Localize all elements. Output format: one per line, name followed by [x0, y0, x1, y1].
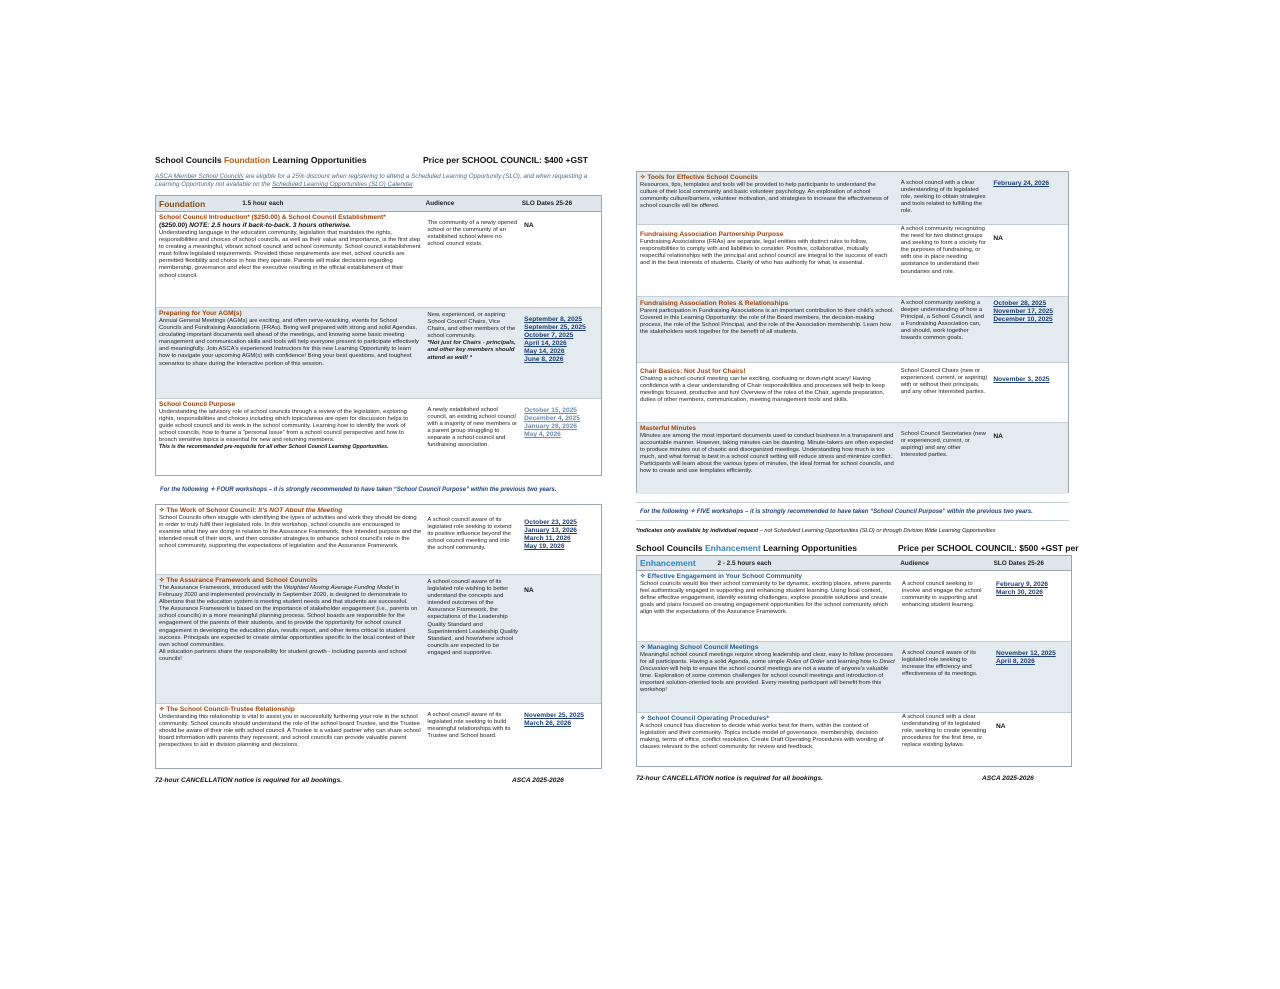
- table-row: [156, 704, 601, 768]
- request-note-text: – not Scheduled Learning Opportunities (SLO) or through Division Wide Learning Opportunities: [758, 528, 996, 534]
- slo-date-link[interactable]: March 26, 2026: [524, 720, 572, 727]
- table-row: [637, 571, 1071, 642]
- dates-na: NA: [524, 587, 534, 594]
- footer-year: ASCA 2025-2026: [512, 777, 564, 784]
- table-row: [637, 225, 1068, 297]
- cancellation-note: 72-hour CANCELLATION notice is required for all bookings.: [155, 777, 343, 784]
- slo-calendar-link[interactable]: Scheduled Learning Opportunities (SLO) Calendar: [271, 181, 413, 188]
- heading-text-post: Learning Opportunities: [760, 543, 858, 553]
- audience-cell: School Council Secretaries (new or experienced, current, or aspiring) and any other interested parties.: [900, 431, 986, 459]
- slo-date-link[interactable]: November 25, 2025: [524, 712, 584, 719]
- workshop-title: Masterful Minutes: [640, 425, 697, 432]
- desc-part: Meaningful school council meetings require strong leadership and clear, easy to follow processes for all participants. Having a solid: [640, 652, 893, 666]
- audience-cell: New, experienced, or aspiring School Council Chairs, Vice Chairs, and other members of the school community.: [427, 312, 516, 340]
- desc-part: will help to ensure the school council meetings are not a waste of anyone's valuable time. Exploration of some common challenges for school council meetings and introduction of important solution-oriented tools are provided. Every meeting participant will benefit from this workshop!: [640, 666, 889, 694]
- audience-cell: A school community recognizing the need for two distinct groups and seeking to form a society for the purposes of fundraising, or with one in place needing assistance to understand their boundaries and role.: [900, 226, 986, 275]
- table-row: [637, 713, 1071, 767]
- desc-italic: Agenda: [728, 659, 749, 666]
- audience-cell: A school council with a clear understanding of its legislated role, seeking to create operating procedures for the first time, or replace existing bylaws.: [902, 714, 987, 749]
- audience-cell: A school council with a clear understanding of its legislated role, seeking to obtain strategies and tools related to fulfilling the role.: [900, 180, 986, 215]
- price-note: ($250.00): [159, 222, 190, 229]
- slo-date-link[interactable]: September 25, 2025: [524, 324, 586, 331]
- workshop-title: Fundraising Association Partnership Purpose: [640, 231, 784, 238]
- slo-date-link[interactable]: April 14, 2026: [524, 340, 567, 347]
- table-row: [637, 172, 1068, 225]
- title-italic: It's NOT About the Meeting: [258, 507, 343, 514]
- desc-italic: Rules of Order: [786, 659, 825, 666]
- desc-part: and learning how to: [824, 659, 880, 666]
- table-row: [156, 399, 601, 476]
- dates-na: NA: [993, 433, 1003, 440]
- slo-date-link[interactable]: January 13, 2026: [524, 527, 577, 534]
- right-workshops-table: [636, 171, 1069, 493]
- heading-text: School Councils: [155, 155, 224, 165]
- desc-italic: Weighted Moving Average Funding Model: [283, 585, 394, 591]
- workshop-subtitle: [159, 222, 421, 230]
- slo-date-link[interactable]: December 4, 2025: [524, 415, 580, 422]
- audience-cell: School Council Chairs (new or experienced, current, or aspiring) with or without their principals, and any other interested parties.: [900, 368, 988, 396]
- workshop-description: Minutes are among the most important documents used to conduct business in a transparent and accountable manner. However, taking minutes can be daunting. Minute-takers are often expected to produce minutes out of chaotic and disorganized meetings. Understanding how much is too much, and what format is best in a school council setting will reduce stress and minimize conflict. Participants will learn about the various types of minutes, the ideal format for school councils, and how to create and use templates efficiently.: [640, 433, 894, 475]
- heading-accent: Enhancement: [704, 543, 761, 553]
- slo-date-link[interactable]: November 12, 2025: [996, 650, 1056, 657]
- slo-date-link[interactable]: May 19, 2026: [524, 543, 565, 550]
- desc-part: , some simple: [748, 659, 787, 666]
- audience-cell: A school council aware of its legislated role wishing to better understand the concepts and intended outcomes of the Assurance Framework, the expectations of the Leadership Quality Standard and Superintendent Leadership Quality Standard, and how/where school councils are expected to be engaged and supportive.: [427, 579, 519, 656]
- slo-date-link[interactable]: May 4, 2026: [524, 431, 561, 438]
- table-row: [637, 363, 1068, 423]
- heading-text-post: Learning Opportunities: [270, 155, 367, 165]
- workshop-description: Understanding the advisory role of school councils through a review of the legislation, exploring rights, responsibilities and choices including which topics/areas are open for discussion helps to guide school council and its work in the school community. Learning how to identify the work of school councils, how to frame a “personal issue” from a school council perspective and how to broach sensitive topics is essential for new and returning members.: [159, 409, 409, 444]
- workshop-title: ✧ The School Council-Trustee Relationship: [159, 706, 295, 713]
- workshop-description: Understanding language in the education community, legislation that mandates the rights, responsibilities and choices of school councils, as well as their value and importance, is the first step to creating a meaningful, vibrant school council and school community. School council establishment must follow legislated requirements. Provided those requirements are met, school councils are permitted flexibility and choice in how they operate. Parents will make decisions regarding membership, governance and elect the executive resulting in the official establishment of their school council.: [159, 230, 421, 279]
- recommendation-note: For the following ✧ FOUR workshops – it is strongly recommended to have taken “School Council Purpose” within the previous two years.: [160, 487, 557, 493]
- cancellation-note: 72-hour CANCELLATION notice is required for all bookings.: [636, 775, 824, 782]
- table-row: [156, 505, 601, 575]
- table-row: [637, 423, 1068, 494]
- heading-accent: Foundation: [223, 155, 271, 165]
- audience-cell: A school council aware of its legislated role seeking to increase the efficiency and effectiveness of its meetings.: [902, 650, 978, 678]
- audience-cell: A newly established school council, an existing school council with a majority of new members or a parent group struggling to separate a school council and fundraising association.: [427, 407, 518, 449]
- slo-date-link[interactable]: February 24, 2026: [993, 180, 1050, 187]
- workshop-description: Resources, tips, templates and tools will be provided to help participants to understand the culture of their local community and basic volunteer psychology. An exploration of school community culture/barriers, volunteer motivation, and strategies to increase the effectiveness of school councils will be offered.: [640, 182, 889, 210]
- workshop-description: Chairing a school council meeting can be exciting, confusing or down-right scary! Having confidence with a clear understanding of Chair responsibilities and processes will help to keep meetings focused, productive and fun! Overview of the roles of the Chair, agenda preparation, duties of other members, communication, meeting management tools and skills.: [640, 376, 885, 404]
- table-row: [156, 575, 601, 704]
- slo-date-link[interactable]: June 8, 2026: [524, 356, 564, 363]
- workshop-title: ✧ The Assurance Framework and School Councils: [159, 577, 318, 584]
- slo-date-link[interactable]: May 14, 2026: [524, 348, 565, 355]
- workshop-description: All education partners share the responsibility for student growth - including parents and school councils!: [159, 648, 407, 662]
- workshops-table: [155, 504, 602, 769]
- workshop-title: ✧ Effective Engagement in Your School Community: [640, 573, 803, 580]
- desc-part: in February 2020 and implemented provincially in September 2020, is designed to demonstrate to Albertans that the education system is meeting student needs and that students are successful.: [159, 585, 408, 606]
- divider: [636, 520, 1069, 521]
- prerequisite-note: This is the recommended pre-requisite for all other School Council Learning Opportunities.: [159, 444, 389, 451]
- audience-cell: A school council aware of its legislated role seeking to extend its positive influence beyond the school council meeting and into the school community.: [427, 517, 512, 552]
- workshop-title: [159, 507, 421, 515]
- dates-na: NA: [993, 235, 1003, 242]
- workshop-description: Parent participation in Fundraising Associations is an important contribution to their child's school. Covered in this Learning Opportunity: the role of the Board members, the decision-making process, the role of the School Principal, and the role of the Association membership. Learn how the stakeholders work together for the benefit of all students.: [640, 308, 894, 336]
- table-row: [637, 297, 1068, 363]
- workshop-title: ✧ Managing School Council Meetings: [640, 644, 759, 651]
- dates-header: SLO Dates 25-26: [993, 559, 1044, 567]
- workshop-description: Fundraising Associations (FRAs) are separate, legal entities with distinct rules to follow, responsibilities to comply with and liabilities to consider. Positive, collaborative, mutually respectful relationships with the principal and school council are integral to the success of each and in the best interests of students. Clarity of who has authority for what, is essential.: [640, 239, 888, 267]
- desc-italic: Direct Discussion: [640, 659, 895, 673]
- slo-date-link[interactable]: October 23, 2025: [524, 519, 577, 526]
- dates-na: NA: [996, 723, 1006, 730]
- slo-date-link[interactable]: February 9, 2026: [996, 581, 1049, 588]
- left-price: Price per SCHOOL COUNCIL: $400 +GST: [423, 155, 588, 165]
- workshop-description: Annual General Meetings (AGMs) are exciting, and often nerve-wracking, events for School Councils and Fundraising Associations (FRAs). Being well prepared with strong and solid Agendas, circulating important documents well ahead of the meetings, and knowing some basic meeting management and communication skills and tools will help everyone present to participate effectively and meaningfully. Join ASCA's experienced Instructors for this new Learning Opportunity to learn how to navigate your upcoming AGM(s) with confidence! Bring your best questions, and toughest scenarios to share during the interactive portion of this session.: [159, 318, 419, 367]
- slo-date-link[interactable]: January 28, 2026: [524, 423, 577, 430]
- workshop-description: School councils would like their school community to be dynamic, exciting places, where parents feel authentically engaged in supporting and enhancing student learning. Using local context, define effective engagement, identify existing challenges, explore possible solutions and create goals and plans focused on creating engagement opportunities for the school community which align with the expectations of the Assurance Framework.: [640, 581, 892, 616]
- foundation-table: [155, 195, 602, 476]
- slo-date-link[interactable]: September 8, 2025: [524, 316, 583, 323]
- table-header: [637, 556, 1071, 571]
- workshop-title: Preparing for Your AGM(s): [159, 310, 242, 317]
- workshop-title: School Council Purpose: [159, 401, 236, 408]
- audience-header: Audience: [900, 559, 929, 567]
- audience-cell: A school council seeking to involve and engage the school community in supporting and enhancing student learning.: [902, 581, 982, 609]
- workshop-description: [640, 652, 896, 695]
- dates-header: SLO Dates 25-26: [521, 200, 573, 207]
- workshop-title: School Council Introduction* ($250.00) & School Council Establishment*: [159, 214, 386, 221]
- workshop-title: ✧ School Council Operating Procedures*: [640, 715, 769, 722]
- slo-date-link[interactable]: March 11, 2026: [524, 535, 571, 542]
- table-header: [156, 196, 601, 212]
- left-heading: [155, 155, 367, 165]
- slo-date-link[interactable]: March 30, 2026: [996, 589, 1043, 596]
- audience-cell: A school council aware of its legislated role seeking to build meaningful relationships with its Trustee and School board.: [427, 712, 511, 740]
- workshop-description: Understanding this relationship is vital to assist you in successfully furthering your role in the school community. School councils should understand the role of the school board Trustee, and the Trustee should be aware of their role with school council. A Trustee is a valued partner who can share school board information with parents they represent, and school councils can provide valuable parent perspectives to aid in division planning and decisions.: [159, 714, 421, 749]
- workshop-description: The Assurance Framework is based on the importance of stakeholder engagement (i.e., parents on school councils) in a more meaningful planning process. School boards are responsible for the engagement of the parents of their students, and to provide the opportunity for school council engagement in developing the education plan, results report, and other items critical to student success. Principals are expected to create similar opportunities specific to the local context of their own school communities.: [159, 606, 418, 648]
- footer-year: ASCA 2025-2026: [982, 775, 1034, 782]
- dates-na: NA: [524, 222, 534, 229]
- audience-cell: A school community seeking a deeper understanding of how a Principal, a School Council, and a Fundraising Association can, and should, work together towards common goals.: [900, 300, 984, 342]
- workshop-title: ✧ Tools for Effective School Councils: [640, 174, 758, 181]
- slo-date-link[interactable]: October 7, 2025: [524, 332, 574, 339]
- discount-note: [155, 173, 595, 189]
- member-link[interactable]: ASCA Member School Councils: [155, 173, 244, 180]
- duration-note: NOTE: 2.5 hours if back-to-back. 3 hours otherwise.: [189, 222, 352, 229]
- duration-label: 1.5 hour each: [242, 200, 284, 207]
- enhancement-table: [636, 555, 1072, 767]
- workshop-title: Chair Basics: Not Just for Chairs!: [640, 368, 746, 375]
- title-text: ✧ The Work of School Council:: [159, 507, 259, 514]
- audience-header: Audience: [425, 200, 455, 207]
- workshop-description: School Councils often struggle with identifying the types of activities and work they should be doing in order to truly fulfil their legislated role. In this workshop, school councils are encouraged to examine what they are doing in relation to the Assurance Framework, their intended purpose and the intended result of their work, and then consider strategies to enhance school council's role in the school community, supporting the expectations of legislation and the Assurance Framework.: [159, 515, 422, 550]
- audience-note: *Not just for Chairs - principals, and other key members should attend as well! *: [427, 340, 516, 361]
- desc-part: The Assurance Framework, introduced with the: [159, 585, 284, 591]
- right-price: Price per SCHOOL COUNCIL: $500 +GST per: [898, 543, 1079, 553]
- note-text-end: .: [412, 181, 415, 188]
- table-row: [156, 212, 601, 308]
- heading-text: School Councils: [636, 543, 705, 553]
- workshop-description: A school council has discretion to decide what works best for them, within the context of legislation and their community. Topics include model of governance, membership, decision making, terms of office, conflict resolution. Create Draft Operating Procedures with wording of clauses relevant to the school community for review and feedback.: [640, 723, 884, 751]
- request-note: [636, 528, 1076, 534]
- audience-cell: The community of a newly opened school or the community of an established school where no school council exists.: [427, 220, 518, 248]
- request-note-bold: *indicates only available by individual request: [636, 528, 759, 534]
- right-heading: [636, 543, 857, 553]
- section-title: Foundation: [159, 198, 206, 209]
- table-row: [637, 642, 1071, 713]
- note-text: are eligible for a 25% discount when registering to attend a Scheduled Learning Opportunity (SLO), and when requesting a Learning Opportunity not available on the: [155, 173, 588, 188]
- slo-date-link[interactable]: October 28, 2025: [993, 300, 1047, 307]
- table-row: [156, 308, 601, 399]
- duration-label: 2 - 2.5 hours each: [717, 559, 772, 567]
- workshop-title: Fundraising Association Roles & Relationships: [640, 300, 789, 307]
- section-title: Enhancement: [640, 558, 696, 568]
- slo-date-link[interactable]: November 3, 2025: [993, 376, 1050, 383]
- slo-date-link[interactable]: April 8, 2026: [996, 658, 1035, 665]
- workshop-description: [159, 585, 421, 606]
- divider: [636, 502, 1069, 503]
- slo-date-link[interactable]: December 10, 2025: [993, 316, 1053, 323]
- slo-date-link[interactable]: November 17, 2025: [993, 308, 1054, 315]
- slo-date-link[interactable]: October 15, 2025: [524, 407, 577, 414]
- recommendation-note: For the following ✧ FIVE workshops – it is strongly recommended to have taken “School Council Purpose” within the previous two years.: [640, 509, 1033, 515]
